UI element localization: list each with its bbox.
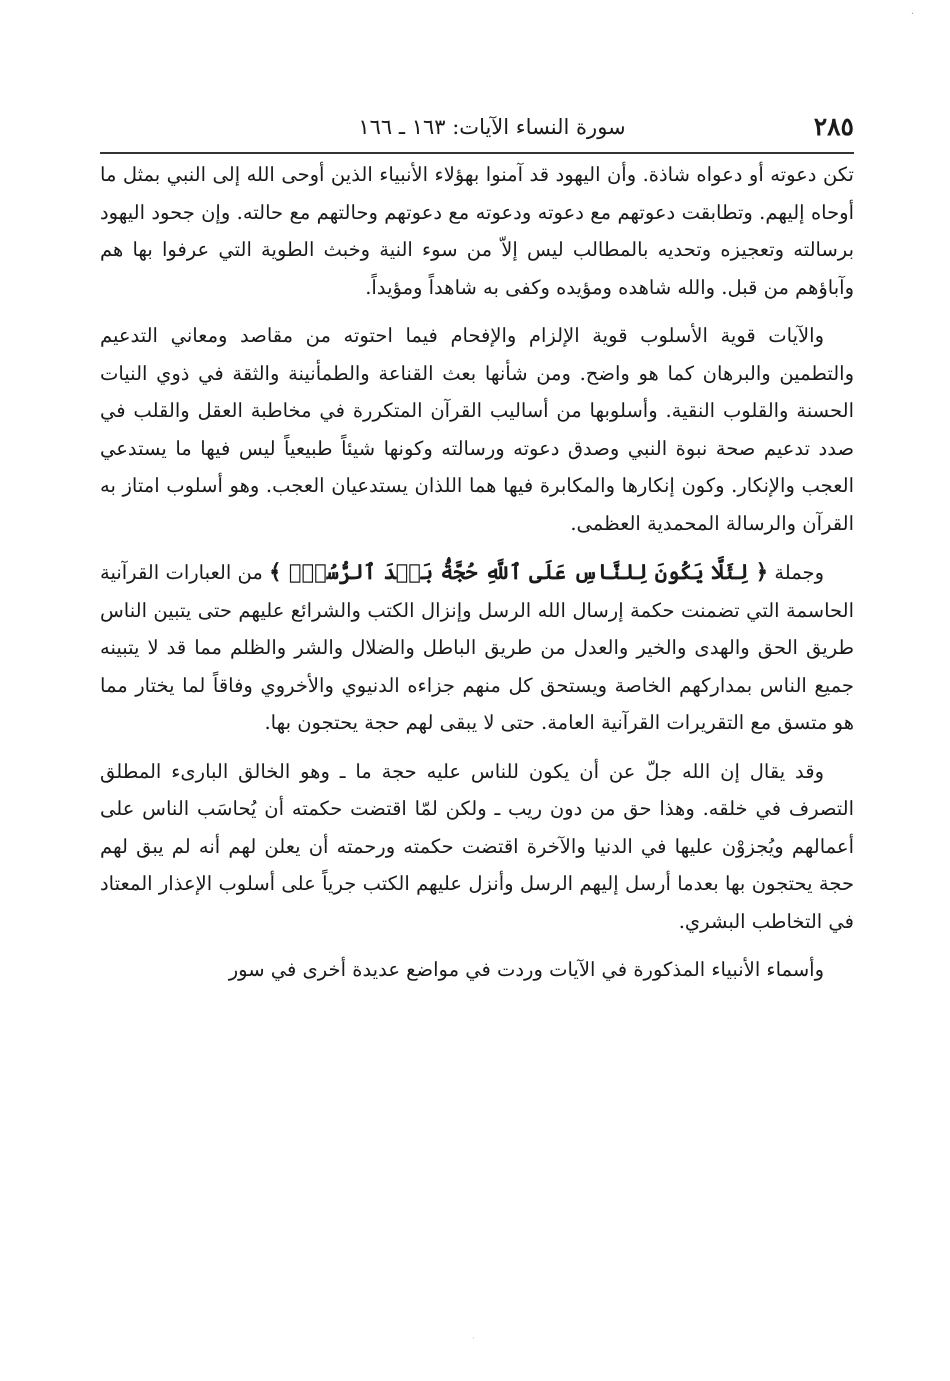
scan-mark: · xyxy=(472,1334,475,1343)
header-divider xyxy=(100,152,854,154)
page-number: ٢٨٥ xyxy=(813,112,854,141)
quran-verse: ﴿ لِئَلَّا يَكُونَ لِلنَّاسِ عَلَى ٱللَّهِ حُجَّةُۢ بَعۡدَ ٱلرُّسُلِۚ ﴾ xyxy=(269,559,769,584)
body-text xyxy=(100,156,854,989)
paragraph-text: وقد يقال إن الله جلّ عن أن يكون للناس عليه حجة ما ـ وهو الخالق البارىء المطلق التصرف في خلقه. وهذا حق من دون ريب ـ ولكن لمّا اقتضت حكمته أن يُحاسَب الناس على أعمالهم ويُجزوْن عليها في الدنيا والآخرة اقتضت حكمته ورحمته أن يعلن لهم أنه لم يبق لهم حجة يحتجون بها بعدما أرسل إليهم الرسل وأنزل عليهم الكتب جرياً على أسلوب الإعذار المعتاد في التخاطب البشري. xyxy=(100,759,854,933)
scan-mark: · xyxy=(910,9,914,20)
paragraph-1 xyxy=(100,156,854,306)
paragraph-4 xyxy=(100,753,854,941)
paragraph-lead: وجملة xyxy=(768,561,825,584)
paragraph-5 xyxy=(100,951,854,989)
paragraph-2 xyxy=(100,317,854,542)
page-header xyxy=(100,104,854,152)
paragraph-text: من العبارات القرآنية الحاسمة التي تضمنت حكمة إرسال الله الرسل وإنزال الكتب والشرائع عليهم حتى يتبين الناس طريق الحق والهدى والخير والعدل من طريق الباطل والضلال والشر والظلم مما قد لا يتبينه جميع الناس بمداركهم الخاصة ويستحق كل منهم جزاءه الدنيوي والأخروي وفاقاً لما يختار مما هو متسق مع التقريرات القرآنية العامة. حتى لا يبقى لهم حجة يحتجون بها. xyxy=(100,561,854,734)
paragraph-text: وأسماء الأنبياء المذكورة في الآيات وردت في مواضع عديدة أخرى في سور xyxy=(228,958,824,981)
paragraph-text: والآيات قوية الأسلوب قوية الإلزام والإفحام فيما احتوته من مقاصد ومعاني التدعيم والتطمين والبرهان كما هو واضح. ومن شأنها بعث القناعة والطمأنينة والثقة في ذوي النيات الحسنة والقلوب النقية. وأسلوبها من أساليب القرآن المتكررة في مخاطبة العقل والقلب في صدد تدعيم صحة نبوة النبي وصدق دعوته ورسالته وكونها شيئاً طبيعياً ليس فيها ما يستدعي العجب والإنكار. وكون إنكارها والمكابرة فيها هما اللذان يستدعيان العجب. وهو أسلوب امتاز به القرآن والرسالة المحمدية العظمى. xyxy=(100,324,854,535)
paragraph-text: تكن دعوته أو دعواه شاذة. وأن اليهود قد آمنوا بهؤلاء الأنبياء الذين أوحى الله إلى النبي بمثل ما أوحاه إليهم. وتطابقت دعوتهم مع دعوته ودعوته مع دعوتهم وحالتهم مع حالته. وإن جحود اليهود برسالته وتعجيزه وتحديه بالمطالب ليس إلاّ من سوء النية وخبث الطوية التي عرفوا بها هم وآباؤهم من قبل. والله شاهده ومؤيده وكفى به شاهداً ومؤيداً. xyxy=(100,163,854,299)
running-title: سورة النساء الآيات: ١٦٣ ـ ١٦٦ xyxy=(358,115,626,139)
paragraph-3 xyxy=(100,553,854,742)
